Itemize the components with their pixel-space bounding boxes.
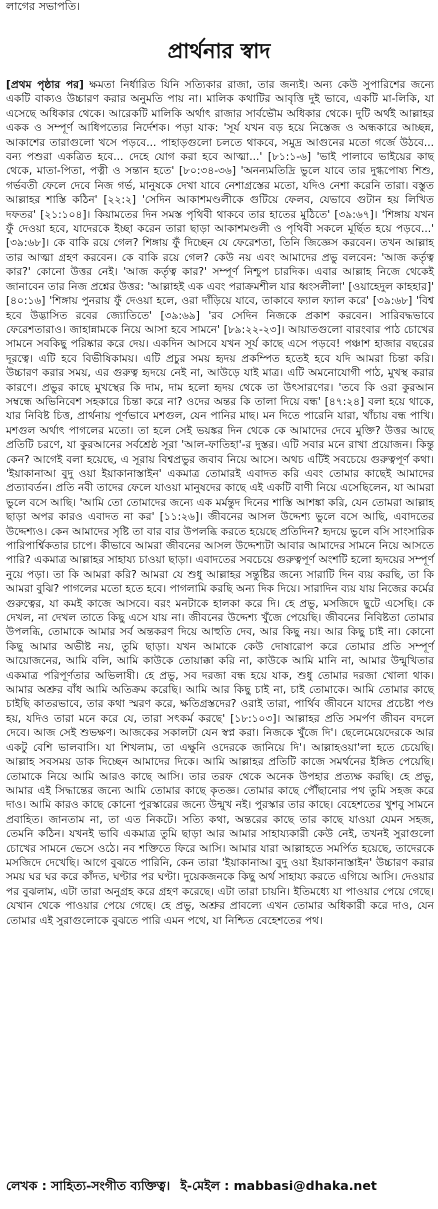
article-text: ক্ষমতা নির্ধারিত যিনি সত্যিকার রাজা, তার জন্যই। অন্য কেউ সুপারিশের জন্যে একটি বাক্যও উচ্চারণ করার অনুমতি পায় না। মালিক কথাটির আবৃত্তি দুই ভাবে, একটি মা-লিকি, যা এসেছে অধিকার থেকে। আরেকটি মালিকি অর্থাৎ রাজার সার্বভৌম অধিকার থেকে। দুটি অর্থই আল্লাহর একক ও সম্পূর্ণ আধিপত্যের নির্দেশক। পড়া যাক: 'সূর্য যখন বড় হয়ে নিস্তেজ ও অন্ধকারে আচ্ছন্ন, আকাশের তারাগুলো খসে পড়বে... পাহাড়গুলো চলতে থাকবে, সমুদ্র আগুনের মতো গর্জে উঠবে... বন্য পশুরা একত্রিত হবে... দেহে যোগ করা হবে আত্মা...' [৮১:১-৬] 'ভাই পালাবে ভাইয়ের কাছ থেকে, মাতা-পিতা, পত্নী ও সন্তান হতে' [৮০:৩৪-৩৬] 'অনন্যমতিদ্রি ভুলে যাবে তার দুগ্ধপোষ্য শিশু, গর্ভবতী ফেলে দেবে নিজ গর্ভ, মানুষকে দেখা যাবে নেশাগ্রস্তের মতো, যদিও নেশা করেনি তারা। বস্তুত আল্লাহর শাস্তি কঠিন' [২২:২] 'সেদিন আকাশমণ্ডলীকে গুটিয়ে ফেলব, যেভাবে গুটান হয় লিখিত দফতর' [২১:১০৪]। কিয়ামতের দিন সমস্ত পৃথিবী থাকবে তার হাতের মুঠিতে' [৩৯:৬৭]। 'শিঙ্গায় যখন ফুঁ দেওয়া হবে, যাদেরকে ইচ্ছা করেন তারা ছাড়া আকাশমণ্ডলী ও পৃথিবী সকলে মূর্ছিত হয়ে পড়বে...' [৩৯:৬৮]। কে বাকি রয়ে গেল? শিঙ্গায় ফুঁ দিচ্ছেন যে ফেরেশতা, তিনি জিজ্ঞেস করবেন। তখন আল্লাহ তার আত্মা গ্রহণ করবেন। কে বাকি রয়ে গেল? কেউ নয় এবং আমাদের প্রভু বলবেন: 'আজ কর্তৃত্ব কার?' কোনো উত্তর নেই। 'আজ কর্তৃত্ব কার?' সম্পূর্ণ নিশ্চুপ চারদিক। এবার আল্লাহ নিজে থেকেই জানাবেন তার নিজ প্রশ্নের উত্তর: 'আল্লাহই এক এবং পরাক্রমশীল যার ধ্বংসলীলা' [ওয়াহেদুল কাহহার]' [৪০:১৬] 'শিঙ্গায় পুনরায় ফুঁ দেওয়া হলে, ওরা দাঁড়িয়ে যাবে, তাকাবে ফ্যাল ফ্যাল করে' [৩৯:৬৮] 'বিশ্ব হবে উদ্ভাসিত রবের জ্যোতিতে' [৩৯:৬৯] 'রব সেদিন নিজকে প্রকাশ করবেন। সারিবদ্ধভাবে ফেরেশতারাও। জাহান্নামকে নিয়ে আসা হবে সামনে' [৮৯:২২-২৩]। আয়াতগুলো বারংবার পাঠ চোখের সামনে সবকিছু পরিষ্কার করে দেয়। একদিন আসবে যখন সূর্য কাছে এসে পড়বে! পঞ্চাশ হাজার বছরের দূরত্বে। এটি হবে বিভীষিকাময়। এটি প্রচুর সময় হৃদয় প্রকম্পিত হতেই হবে যদি আমরা চিন্তা করি। উচ্চারণ করার সময়, এর গুরুত্ব হৃদয়ে নেই না, আউড়ে যাই মাত্র। এটি অমনোযোগী পাঠ, মুখস্থ করার কারণে। প্রভুর কাছে মুখস্থের কি দাম, দাম হলো হৃদয় থেকে তা উৎসারণের। 'তবে কি ওরা কুরআন সম্বন্ধে অভিনিবেশ সহকারে চিন্তা করে না? ওদের অন্তর কি তালা দিয়ে বন্ধ' [৪৭:২৪] বলা হয়ে থাকে, যার নিবিষ্ট চিত্ত, প্রার্থনায় পূর্ণভাবে মশগুল, যেন পানির মাছ। মন দিতে পারেনি যারা, খাঁচায় বন্ধ পাখি। মশগুল অর্থাৎ পাগলের মতো। তা হলে সেই ভয়ঙ্কর দিন থেকে কে আমাদের দেবে মুক্তি? উত্তর আছে প্রতিটি চরণে, যা কুরআনের সর্বশ্রেষ্ঠ সূরা 'আল-ফাতিহা'-র দুস্তর। এটি সবার মনে রাখা প্রয়োজন। কিন্তু কেন? আগেই বলা হয়েছে, এ সূরায় বিশ্বপ্রভুর জবাব নিয়ে আসে। অথচ এটিই সবচেয়ে গুরুত্বপূর্ণ কথা। 'ইয়াকানাআ বুদু ওয়া ইয়াকানাস্তাইন' একমাত্র তোমারই এবাদত করি এবং তোমার কাছেই আমাদের প্রত্যাবর্তন। প্রতি নবী তাদের ফেলে যাওয়া মানুষদের কাছে এই একটি বাণী নিয়ে এসেছিলেন, যা আমরা ভুলে বসে আছি। 'আমি তো তোমাদের জন্যে এক মর্মন্তুদ দিনের শাস্তি আশঙ্কা করি, যেন তোমরা আল্লাহ ছাড়া অপর কারও এবাদত না কর' [১১:২৬]। জীবনের আসল উদ্দেশ্য ভুলে বসে আছি, এবাদতের উদ্দেশ্যও। কেন আমাদের সৃষ্টি তা বার বার উপলব্ধি করতে হয়েছে প্রতিদিন? হৃদয়ে ভুলে বসি সাংসারিক পারিপার্শ্বিকতার চাপে। কীভাবে আমরা জীবনের আসল উদ্দেশ্যটা আবার আমাদের সামনে নিয়ে আসতে পারি? একমাত্র আল্লাহর সাহায্য চাওয়া ছাড়া। এবাদতের সবচেয়ে গুরুত্বপূর্ণ অংশটি হলো হৃদয়ের সম্পূর্ণ নুয়ে পড়া। তা কি আমরা করি? আমরা যে শুধু আল্লাহর সন্তুষ্টির জন্যে সারাটি দিন ব্যয় করছি, তা কি আমরা বুঝি? পাগলের মতো হতে হবে। পাগলামি করছি অন্য দিক দিয়ে। সারাদিন ব্যয় যায় নিজের কর্মের গুরুত্বের, যা কমই কাজে আসবে। বরং মনটাকে হালকা করে দি। হে প্রভু, মসজিদে ছুটে এসেছি। কে দেখল, না দেখল তাতে কিছু এসে যায় না। জীবনের উদ্দেশ্য খুঁজে পেয়েছি। জীবনের নিবিষ্টতা তোমার উপলব্ধি, তোমাকে আমার সর্ব অন্তকরণ দিয়ে আহুতি দেব, আর কিছু নয়। আর কিছু চাই না। কোনো কিছু আমার অভীষ্ট নয়, তুমি ছাড়া। যখন আমাকে কেউ দোষারোপ করে তোমার প্রতি সম্পূর্ণ আয়োজনের, আমি বলি, আমি কাউকে তোয়াক্কা করি না, কাউকে আমি মানি না, আমার উন্মুখিতার একমাত্র পরিপূর্ণতার অভিলাষী। হে প্রভু, সব দরজা বন্ধ হয়ে যাক, শুধু তোমার দরজা খোলা থাক। আমার অশ্রুর বাঁধ আমি অতিক্রম করেছি। আমি আর কিছু চাই না, চাই তোমাকে। আমি তোমার কাছে চাইছি কাতরভাবে, তার কথা স্মরণ করে, ক্ষতিগ্রস্তদের? ওরাই তারা, পার্থিব জীবনে যাদের প্রচেষ্টা পণ্ড হয়, যদিও তারা মনে করে যে, তারা সৎকর্ম করছে' [১৮:১০৩]। আল্লাহর প্রতি সমর্পণ জীবন বদলে দেবে। আজ সেই শুভক্ষণ। আজকের সকালটা যেন স্বপ্ন করা। নিজকে খুঁজে দি'। ছেলেমেয়েদেরকে আর একটু বেশি ভালবাসি। যা শিখলাম, তা এক্ষুনি ওদেরকে জানিয়ে দি'। আল্লাহওয়া'লা হতে চেয়েছি। আল্লাহ সবসময় ডাক দিচ্ছেন আমাদের দিকে। আমি আল্লাহর প্রতিটি কাজে সমর্থনের ইঙ্গিত পেয়েছি। তোমাকে নিয়ে আমি আরও কাছে আসি। তার তরফ থেকে অনেক উপহার প্রত্যক্ষ করছি। হে প্রভু, আমার এই সিদ্ধান্তের জন্যে আমি তোমার কাছে কৃতজ্ঞ। তোমার কাছে পৌঁছানোর পথ তুমি সহজ করে দাও। আমি কারও কাছে কোনো পুরস্কারের জন্যে উন্মুখ নই। পুরস্কার তার কাছে। বেহেশতের খুশবু সামনে প্রবাহিত। জানতাম না, তা এত নিকটে। সত্যি কথা, অন্তরের কাছে তার কাছে যাওয়া যেমন সহজ, তেমনি কঠিন। যখনই ভাবি একমাত্র তুমি ছাড়া আর আমার সাহায্যকারী কেউ নেই, তখনই সুরাগুলো চোখের সামনে ভেসে ওঠে। নব শক্তিতে ফিরে আসি। আমার যারা আল্লাহতে সমর্পিত হয়েছে, তাদেরকে মসজিদে দেখেছি। আগে বুঝতে পারিনি, কেন তারা 'ইয়াকানাআ বুদু ওয়া ইয়াকানাস্তাইন' উচ্চারণ করার সময় ঘর ঘর করে কাঁদত, ঘণ্টার পর ঘণ্টা। দুয়েকজনকে কিছু অর্থ সাহায্য করতে এগিয়ে আসি। দেওয়ার পর বুঝলাম, এটা তারা অনুগ্রহ করে গ্রহণ করেছে। এটা তারা চায়নি। ইতিমধ্যে যা পাওয়ার পেয়ে গেছে। যেখান থেকে পাওয়ার পেয়ে গেছে। হে প্রভু, অশ্রুর প্রাবল্যে এখন তোমার অধিকারী করে দাও, যেন তোমার এই সুরাগুলোকে বুঝতে পারি এমন পথে, যা নিশ্চিত বেহেশতের পথ। xyxy=(6,79,434,927)
article-title: প্রার্থনার স্বাদ xyxy=(167,39,271,63)
author-footer xyxy=(6,1178,434,1194)
author-credit: লেখক : সাহিত্য-সংগীত ব্যক্তিত্ব। xyxy=(6,1178,171,1193)
continued-from-label: [প্রথম পৃষ্ঠার পর] xyxy=(6,79,84,91)
previous-article-fragment: লাগের সভাপতি। xyxy=(6,0,81,13)
author-email: ই-মেইল : mabbasi@dhaka.net xyxy=(180,1178,377,1193)
article-body xyxy=(6,78,434,928)
